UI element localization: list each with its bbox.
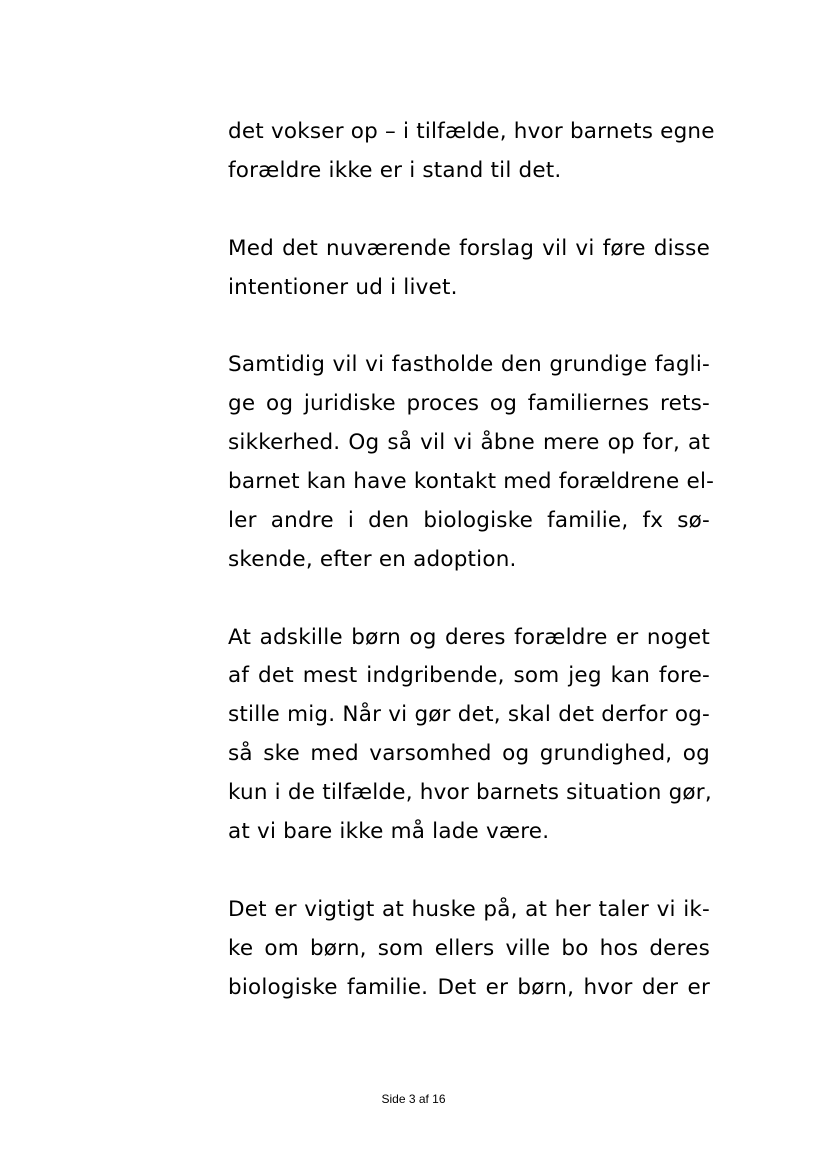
text-line: af det mest indgribende, som jeg kan fore- [228, 663, 710, 689]
text-line: ke om børn, som ellers ville bo hos deres [228, 935, 710, 961]
page-number-footer: Side 3 af 16 [381, 1092, 446, 1106]
text-line: så ske med varsomhed og grundighed, og [228, 741, 710, 767]
text-line: Samtidig vil vi fastholde den grundige fagli- [228, 352, 710, 378]
body-text [228, 113, 715, 1007]
paragraph-gap [228, 307, 710, 346]
paragraph-gap [228, 191, 710, 230]
paragraph-gap [228, 852, 710, 891]
text-line: At adskille børn og deres forældre er noget [228, 624, 710, 650]
text-line: kun i de tilfælde, hvor barnets situation gør, [228, 780, 712, 806]
text-line: stille mig. Når vi gør det, skal det derfor og- [228, 702, 710, 728]
paragraph-1 [228, 113, 715, 191]
text-line: at vi bare ikke må lade være. [228, 819, 550, 845]
text-line: biologiske familie. Det er børn, hvor der er [228, 974, 710, 1000]
text-line: skende, efter en adoption. [228, 546, 517, 572]
text-line: sikkerhed. Og så vil vi åbne mere op for, at [228, 430, 710, 456]
paragraph-5 [228, 891, 710, 1008]
text-line: barnet kan have kontakt med forældrene el- [228, 469, 715, 495]
text-line: ler andre i den biologiske familie, fx sø- [228, 507, 710, 533]
text-line: Med det nuværende forslag vil vi føre disse [228, 235, 710, 261]
text-line: Det er vigtigt at huske på, at her taler vi ik- [228, 896, 710, 922]
text-line: intentioner ud i livet. [228, 274, 458, 300]
paragraph-4 [228, 619, 710, 852]
text-line: det vokser op – i tilfælde, hvor barnets egne [228, 119, 715, 144]
paragraph-gap [228, 580, 710, 619]
text-line: ge og juridiske proces og familiernes rets- [228, 391, 710, 417]
paragraph-3 [228, 346, 715, 579]
text-line: forældre ikke er i stand til det. [228, 157, 562, 183]
paragraph-2 [228, 230, 710, 308]
